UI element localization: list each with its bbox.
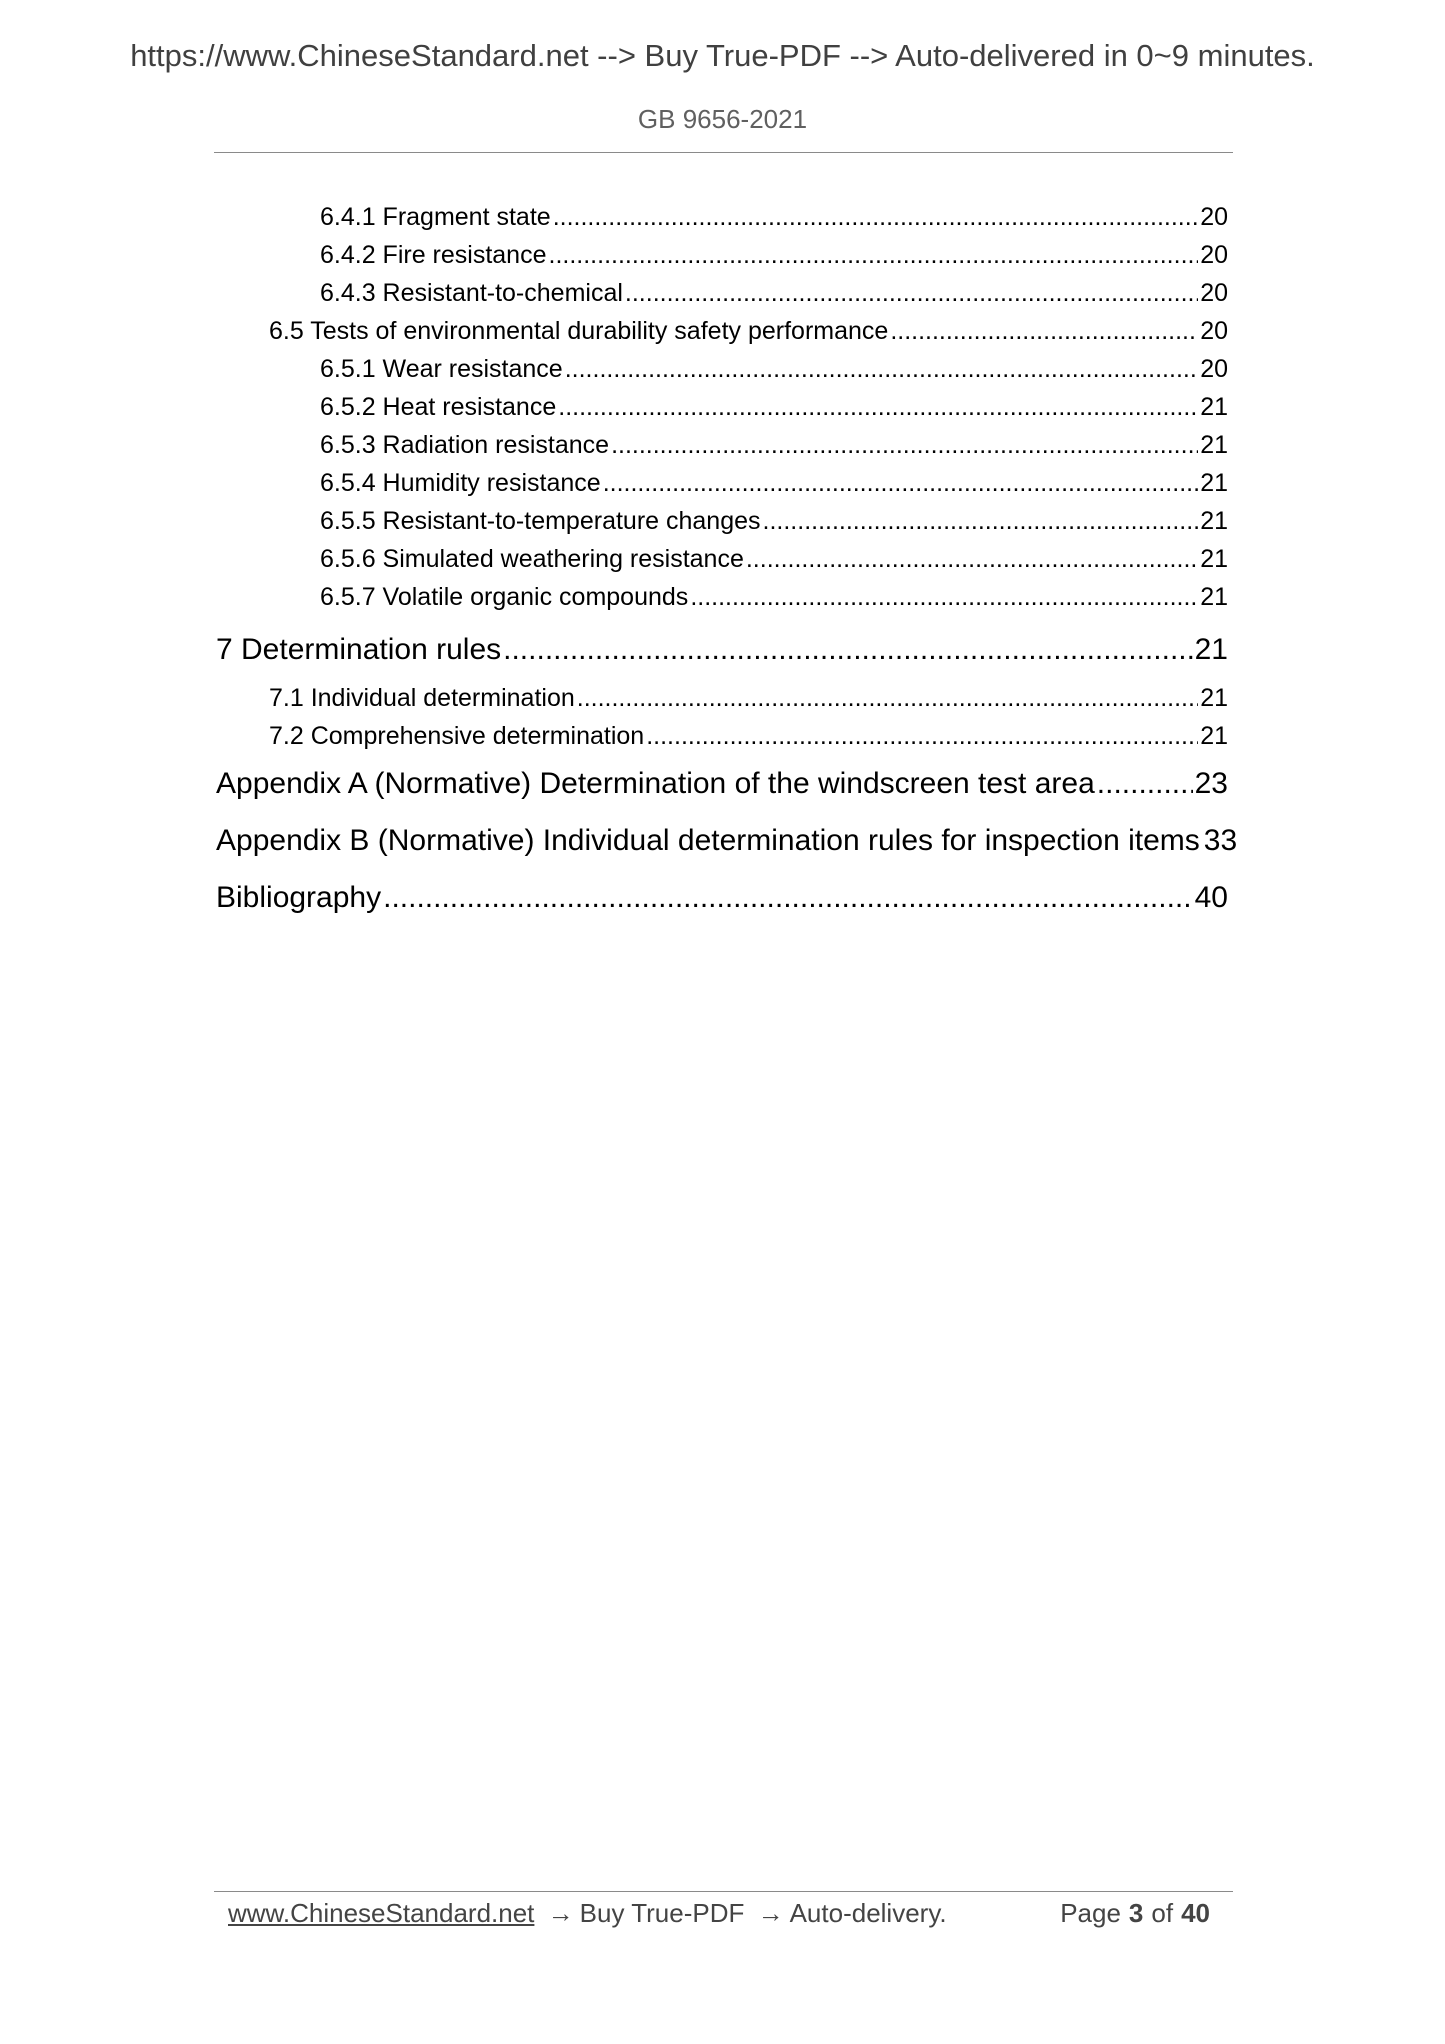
toc-entry-page: 21: [1200, 431, 1228, 459]
toc-leader: [646, 717, 1198, 755]
toc-entry-page: 21: [1200, 507, 1228, 535]
top-banner: https://www.ChineseStandard.net --> Buy True-PDF --> Auto-delivered in 0~9 minutes.: [130, 38, 1315, 73]
toc-entry-title: 6.5.6 Simulated weathering resistance: [320, 545, 744, 573]
toc-entry-page: 21: [1200, 583, 1228, 611]
toc-leader: [625, 274, 1198, 312]
arrow-right-icon: →: [547, 1898, 574, 1928]
page-current: 3: [1128, 1898, 1144, 1928]
toc-leader: [690, 578, 1198, 616]
toc-entry-title: 6.5.7 Volatile organic compounds: [320, 583, 689, 611]
toc-leader: [383, 869, 1193, 926]
toc-entry-title: 6.4.1 Fragment state: [320, 203, 551, 231]
toc-entry[interactable]: [214, 540, 1228, 578]
toc-entry-title: Appendix B (Normative) Individual determination rules for inspection items: [216, 824, 1200, 857]
toc-entry[interactable]: [214, 388, 1228, 426]
toc-entry-page: 21: [1200, 469, 1228, 497]
footer-buy-text: Buy True-PDF: [579, 1898, 745, 1928]
page-total: 40: [1181, 1898, 1210, 1928]
toc-entry[interactable]: [214, 198, 1228, 236]
toc-entry-page: 33: [1203, 824, 1238, 857]
toc-entry-title: Bibliography: [216, 881, 382, 914]
toc-entry-page: 20: [1200, 203, 1228, 231]
toc-entry-page: 21: [1200, 545, 1228, 573]
toc-entry-title: 7 Determination rules: [216, 633, 502, 666]
footer-divider: [214, 1891, 1233, 1892]
toc-entry-page: 20: [1200, 355, 1228, 383]
footer-site-link[interactable]: www.ChineseStandard.net: [228, 1898, 535, 1928]
footer-delivery-text: Auto-delivery.: [789, 1898, 947, 1928]
toc-entry-title: 6.5.2 Heat resistance: [320, 393, 557, 421]
toc-entry[interactable]: [214, 621, 1228, 679]
toc-entry-title: 6.5.3 Radiation resistance: [320, 431, 610, 459]
toc-entry-title: 7.2 Comprehensive determination: [269, 722, 645, 750]
toc-entry-title: 6.5.4 Humidity resistance: [320, 469, 601, 497]
toc-entry[interactable]: [214, 464, 1228, 502]
toc-leader: [890, 312, 1198, 350]
toc-leader: [549, 236, 1199, 274]
toc-entry[interactable]: [214, 236, 1228, 274]
toc-entry[interactable]: [214, 426, 1228, 464]
arrow-right-icon: →: [757, 1898, 784, 1928]
toc-entry-title: 6.5 Tests of environmental durability safety performance: [269, 317, 889, 345]
toc-entry[interactable]: [214, 312, 1228, 350]
toc-entry-title: 6.5.5 Resistant-to-temperature changes: [320, 507, 761, 535]
toc-entry[interactable]: [214, 502, 1228, 540]
toc-entry[interactable]: [214, 717, 1228, 755]
toc-entry[interactable]: [214, 755, 1228, 812]
toc-entry[interactable]: [214, 350, 1228, 388]
table-of-contents: [214, 198, 1238, 926]
toc-entry-page: 21: [1200, 684, 1228, 712]
page-footer: [228, 1893, 1228, 1933]
page-label: Page: [1060, 1898, 1121, 1928]
toc-entry-title: 6.4.2 Fire resistance: [320, 241, 547, 269]
toc-entry[interactable]: [214, 274, 1228, 312]
toc-entry-title: Appendix A (Normative) Determination of the windscreen test area: [216, 767, 1095, 800]
toc-leader: [603, 464, 1199, 502]
toc-leader: [553, 198, 1199, 236]
toc-entry-page: 21: [1194, 633, 1228, 666]
toc-entry-page: 23: [1194, 767, 1228, 800]
toc-entry[interactable]: [214, 812, 1238, 869]
toc-entry-title: 6.5.1 Wear resistance: [320, 355, 563, 383]
toc-entry-page: 21: [1200, 722, 1228, 750]
toc-entry[interactable]: [214, 578, 1228, 616]
page-number: [1060, 1893, 1218, 1933]
toc-leader: [746, 540, 1198, 578]
toc-entry[interactable]: [214, 679, 1228, 717]
toc-entry-page: 21: [1200, 393, 1228, 421]
toc-entry[interactable]: [214, 869, 1228, 926]
toc-entry-page: 20: [1200, 279, 1228, 307]
header-divider: [214, 152, 1233, 153]
toc-leader: [611, 426, 1198, 464]
toc-entry-page: 40: [1194, 881, 1228, 914]
toc-leader: [763, 502, 1199, 540]
toc-leader: [558, 388, 1198, 426]
toc-leader: [1097, 755, 1193, 812]
toc-leader: [503, 621, 1192, 679]
toc-entry-page: 20: [1200, 241, 1228, 269]
toc-leader: [565, 350, 1198, 388]
toc-entry-title: 6.4.3 Resistant-to-chemical: [320, 279, 623, 307]
toc-leader: [577, 679, 1198, 717]
page-of-label: of: [1151, 1898, 1174, 1928]
document-id: GB 9656-2021: [637, 104, 808, 134]
toc-entry-title: 7.1 Individual determination: [269, 684, 575, 712]
toc-entry-page: 20: [1200, 317, 1228, 345]
